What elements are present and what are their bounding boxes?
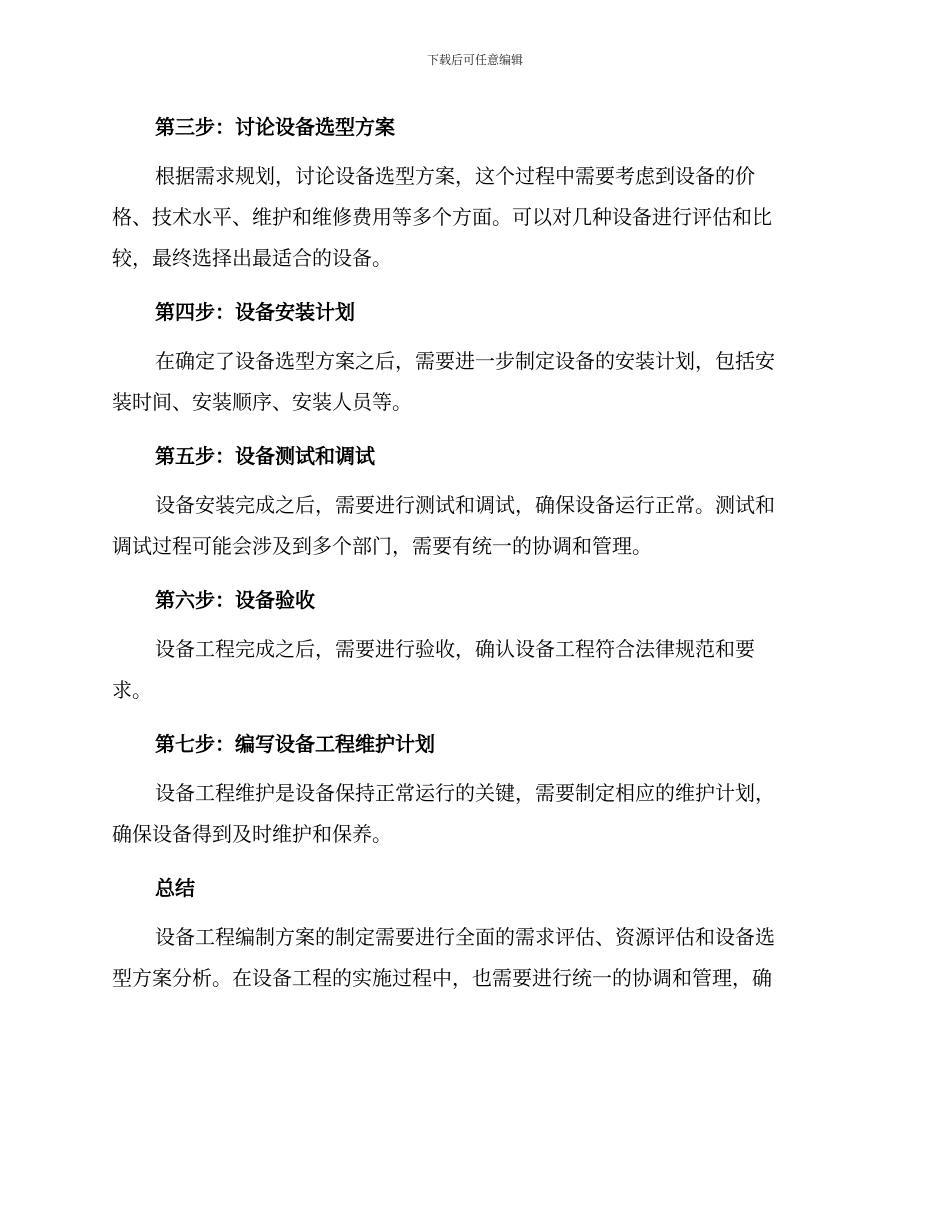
paragraph-line: 设备工程维护是设备保持正常运行的关键，需要制定相应的维护计划， [155, 781, 775, 805]
section-step-3 [112, 109, 834, 279]
section-paragraph [112, 917, 834, 999]
section-paragraph [112, 156, 834, 279]
paragraph-line: 调试过程可能会涉及到多个部门，需要有统一的协调和管理。 [112, 534, 652, 558]
paragraph-line: 设备安装完成之后，需要进行测试和调试，确保设备运行正常。测试和 [155, 493, 775, 517]
paragraph-line: 确保设备得到及时维护和保养。 [112, 822, 392, 846]
section-paragraph [112, 341, 834, 423]
section-paragraph [112, 629, 834, 711]
paragraph-line: 格、技术水平、维护和维修费用等多个方面。可以对几种设备进行评估和比 [112, 205, 772, 229]
section-step-7 [112, 726, 834, 855]
section-paragraph [112, 773, 834, 855]
section-step-4 [112, 294, 834, 423]
section-heading: 第七步：编写设备工程维护计划 [155, 732, 435, 756]
section-summary [112, 870, 834, 999]
paragraph-line: 设备工程完成之后，需要进行验收，确认设备工程符合法律规范和要 [155, 637, 755, 661]
paragraph-line: 较，最终选择出最适合的设备。 [112, 246, 392, 270]
section-paragraph [112, 485, 834, 567]
document-body [112, 109, 834, 1014]
paragraph-line: 根据需求规划，讨论设备选型方案，这个过程中需要考虑到设备的价 [155, 164, 755, 188]
paragraph-line: 设备工程编制方案的制定需要进行全面的需求评估、资源评估和设备选 [155, 925, 775, 949]
section-step-5 [112, 438, 834, 567]
paragraph-line: 装时间、安装顺序、安装人员等。 [112, 390, 412, 414]
section-heading: 总结 [155, 876, 195, 900]
section-heading: 第四步：设备安装计划 [155, 300, 355, 324]
section-step-6 [112, 582, 834, 711]
paragraph-line: 型方案分析。在设备工程的实施过程中，也需要进行统一的协调和管理，确 [112, 966, 772, 990]
paragraph-line: 在确定了设备选型方案之后，需要进一步制定设备的安装计划，包括安 [155, 349, 775, 373]
paragraph-line: 求。 [112, 678, 152, 702]
section-heading: 第五步：设备测试和调试 [155, 444, 375, 468]
section-heading: 第三步：讨论设备选型方案 [155, 115, 395, 139]
section-heading: 第六步：设备验收 [155, 588, 315, 612]
page-header: 下载后可任意编辑 [426, 53, 523, 67]
